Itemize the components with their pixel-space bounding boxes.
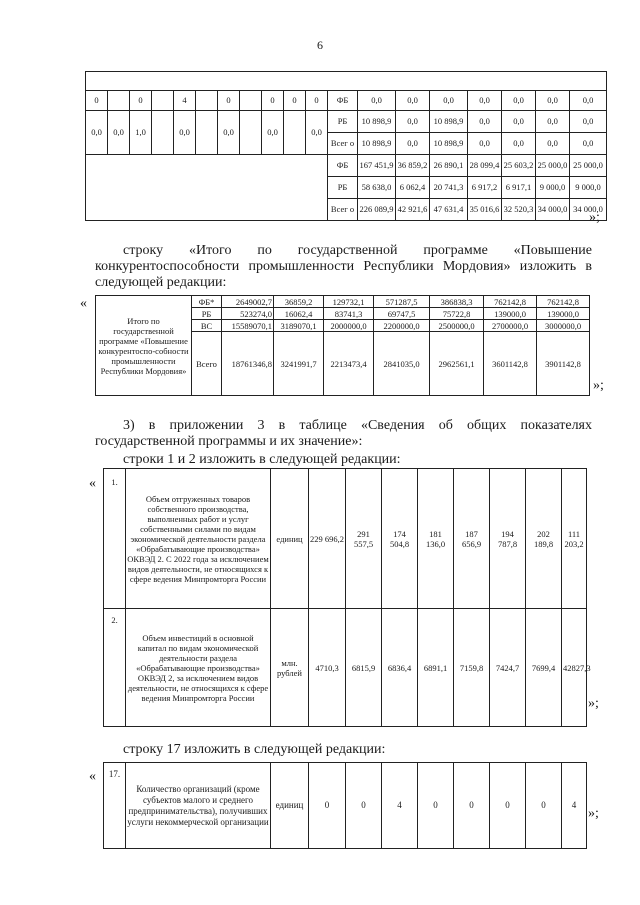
indicator-name: Объем отгруженных товаров собственного производства, выполненных работ и услуг собственными силами по видам экономической деятельности раздела «Обрабатывающие производства» ОКВЭД 2. С 2022 года за исключением видов деятельности, не относящихся к сфере ведения Минпромторга России — [126, 469, 271, 609]
value-cell: 20 741,3 — [430, 177, 468, 199]
value-cell: 6836,4 — [382, 609, 418, 727]
value-cell: 291 557,5 — [346, 469, 382, 609]
row-number: 2. — [104, 609, 126, 727]
value-cell: 0,0 — [396, 91, 430, 111]
value-cell: 9 000,0 — [570, 177, 607, 199]
table2-closing-quote: »; — [593, 378, 604, 393]
value-cell: 0,0 — [358, 91, 396, 111]
value-cell: 7699,4 — [526, 609, 562, 727]
value-cell: 83741,3 — [324, 308, 374, 320]
value-cell: 58 638,0 — [358, 177, 396, 199]
code-cell: 0 — [262, 91, 284, 111]
value-cell: 0 — [526, 763, 562, 849]
value-cell: 10 898,9 — [358, 133, 396, 155]
code-cell: 0,0 — [262, 111, 284, 155]
value-cell: 0 — [418, 763, 454, 849]
value-cell: 36 859,2 — [396, 155, 430, 177]
value-cell: 129732,1 — [324, 296, 374, 308]
row-label: Всего — [192, 332, 222, 396]
value-cell: 0,0 — [502, 111, 536, 133]
value-cell: 26 890,1 — [430, 155, 468, 177]
code-cell: 0,0 — [218, 111, 240, 155]
unit-cell: единиц — [271, 469, 309, 609]
value-cell: 167 451,9 — [358, 155, 396, 177]
empty-code-block — [86, 155, 328, 221]
table1-closing-quote: »; — [589, 210, 600, 225]
value-cell: 0,0 — [570, 111, 607, 133]
value-cell: 6 062,4 — [396, 177, 430, 199]
value-cell: 16062,4 — [274, 308, 324, 320]
value-cell: 3241991,7 — [274, 332, 324, 396]
table3-opening-quote: « — [89, 476, 96, 491]
value-cell: 571287,5 — [374, 296, 430, 308]
value-cell: 174 504,8 — [382, 469, 418, 609]
value-cell: 9 000,0 — [536, 177, 570, 199]
value-cell: 0,0 — [468, 111, 502, 133]
paragraph-appendix-3: 3) в приложении 3 в таблице «Сведения об общих показателях государственной программы и их значение»: — [95, 418, 592, 449]
value-cell: 3189070,1 — [274, 320, 324, 332]
row-label: РБ — [192, 308, 222, 320]
unit-cell: млн. рублей — [271, 609, 309, 727]
value-cell: 0 — [309, 763, 346, 849]
value-cell: 0,0 — [468, 133, 502, 155]
code-cell: 0,0 — [108, 111, 130, 155]
value-cell: 0,0 — [502, 133, 536, 155]
value-cell: 0,0 — [468, 91, 502, 111]
value-cell: 32 520,3 — [502, 199, 536, 221]
row-label: Всег о — [328, 133, 358, 155]
total-program-table — [95, 295, 590, 396]
value-cell: 0,0 — [536, 133, 570, 155]
indicator-name: Объем инвестиций в основной капитал по видам экономической деятельности раздела «Обрабатывающие производства» ОКВЭД 2, за исключением видов деятельности, не относящихся к сфере ведения Минпромторга России — [126, 609, 271, 727]
table1-top-row — [86, 72, 607, 91]
value-cell: 0 — [346, 763, 382, 849]
value-cell: 2700000,0 — [484, 320, 537, 332]
row-label: ВС — [192, 320, 222, 332]
unit-cell: единиц — [271, 763, 309, 849]
value-cell: 4710,3 — [309, 609, 346, 727]
paragraph-row-17: строку 17 изложить в следующей редакции: — [123, 742, 386, 757]
value-cell: 7159,8 — [454, 609, 490, 727]
value-cell: 139000,0 — [484, 308, 537, 320]
code-cell — [240, 91, 262, 111]
value-cell: 0,0 — [430, 91, 468, 111]
row-label: ФБ* — [192, 296, 222, 308]
value-cell: 2213473,4 — [324, 332, 374, 396]
value-cell: 181 136,0 — [418, 469, 454, 609]
row-label: РБ — [328, 111, 358, 133]
code-cell: 0 — [218, 91, 240, 111]
code-cell: 0,0 — [86, 111, 108, 155]
table2-opening-quote: « — [80, 296, 87, 311]
value-cell: 386838,3 — [430, 296, 484, 308]
value-cell: 2200000,0 — [374, 320, 430, 332]
value-cell: 6 917,1 — [502, 177, 536, 199]
row-number: 1. — [104, 469, 126, 609]
value-cell: 34 000,0 — [536, 199, 570, 221]
value-cell: 6 917,2 — [468, 177, 502, 199]
value-cell: 3000000,0 — [537, 320, 590, 332]
value-cell: 0 — [454, 763, 490, 849]
value-cell: 6815,9 — [346, 609, 382, 727]
value-cell: 6891,1 — [418, 609, 454, 727]
paragraph-rows-1-2: строки 1 и 2 изложить в следующей редакции: — [123, 452, 401, 467]
value-cell: 7424,7 — [490, 609, 526, 727]
code-cell — [108, 91, 130, 111]
paragraph-total-line: строку «Итого по государственной программе «Повышение конкурентоспособности промышленности Республики Мордовия» изложить в следующей редакции: — [95, 243, 592, 290]
table4-opening-quote: « — [89, 769, 96, 784]
value-cell: 42827,3 — [562, 609, 587, 727]
value-cell: 10 898,9 — [430, 133, 468, 155]
value-cell: 0,0 — [570, 91, 607, 111]
value-cell: 194 787,8 — [490, 469, 526, 609]
code-cell — [196, 111, 218, 155]
value-cell: 34 000,0 — [570, 199, 607, 221]
value-cell: 523274,0 — [222, 308, 274, 320]
code-cell: 0,0 — [174, 111, 196, 155]
table4-closing-quote: »; — [588, 806, 599, 821]
value-cell: 4 — [382, 763, 418, 849]
value-cell: 229 696,2 — [309, 469, 346, 609]
value-cell: 0 — [490, 763, 526, 849]
value-cell: 0,0 — [396, 133, 430, 155]
value-cell: 202 189,8 — [526, 469, 562, 609]
value-cell: 2649002,7 — [222, 296, 274, 308]
value-cell: 4 — [562, 763, 587, 849]
value-cell: 3601142,8 — [484, 332, 537, 396]
value-cell: 0,0 — [570, 133, 607, 155]
value-cell: 0,0 — [502, 91, 536, 111]
value-cell: 35 016,6 — [468, 199, 502, 221]
value-cell: 3901142,8 — [537, 332, 590, 396]
code-cell: 0,0 — [306, 111, 328, 155]
value-cell: 75722,8 — [430, 308, 484, 320]
value-cell: 762142,8 — [537, 296, 590, 308]
table3-closing-quote: »; — [588, 696, 599, 711]
code-cell: 0 — [284, 91, 306, 111]
indicator-name: Количество организаций (кроме субъектов малого и среднего предпринимательства), получивших услуги некоммерческой организации — [126, 763, 271, 849]
code-cell: 4 — [174, 91, 196, 111]
value-cell: 0,0 — [536, 91, 570, 111]
indicators-table — [103, 468, 591, 727]
code-cell — [152, 91, 174, 111]
code-cell — [240, 111, 262, 155]
row-label: ФБ — [328, 155, 358, 177]
value-cell: 2000000,0 — [324, 320, 374, 332]
value-cell: 42 921,6 — [396, 199, 430, 221]
total-row-title: Итого по государственной программе «Повышение конкурентоспо-собности промышленности Республики Мордовия» — [96, 296, 192, 396]
row-label: РБ — [328, 177, 358, 199]
value-cell: 36859,2 — [274, 296, 324, 308]
value-cell: 0,0 — [536, 111, 570, 133]
code-cell — [152, 111, 174, 155]
value-cell: 111 203,2 — [562, 469, 587, 609]
code-cell: 1,0 — [130, 111, 152, 155]
value-cell: 47 631,4 — [430, 199, 468, 221]
row-17-table — [103, 762, 587, 849]
value-cell: 2962561,1 — [430, 332, 484, 396]
value-cell: 762142,8 — [484, 296, 537, 308]
value-cell: 69747,5 — [374, 308, 430, 320]
value-cell: 28 099,4 — [468, 155, 502, 177]
value-cell: 226 089,9 — [358, 199, 396, 221]
value-cell: 15589070,1 — [222, 320, 274, 332]
value-cell: 187 656,9 — [454, 469, 490, 609]
value-cell: 139000,0 — [537, 308, 590, 320]
row-label: Всег о — [328, 199, 358, 221]
row-number: 17. — [104, 763, 126, 849]
value-cell: 10 898,9 — [430, 111, 468, 133]
row-label: ФБ — [328, 91, 358, 111]
code-cell: 0 — [86, 91, 108, 111]
page-number: 6 — [317, 38, 323, 52]
value-cell: 10 898,9 — [358, 111, 396, 133]
code-cell — [196, 91, 218, 111]
value-cell: 25 603,2 — [502, 155, 536, 177]
code-cell — [284, 111, 306, 155]
value-cell: 2500000,0 — [430, 320, 484, 332]
code-cell: 0 — [130, 91, 152, 111]
value-cell: 18761346,8 — [222, 332, 274, 396]
value-cell: 25 000,0 — [536, 155, 570, 177]
value-cell: 2841035,0 — [374, 332, 430, 396]
value-cell: 25 000,0 — [570, 155, 607, 177]
code-cell: 0 — [306, 91, 328, 111]
funding-table-continued — [85, 71, 607, 221]
value-cell: 0,0 — [396, 111, 430, 133]
